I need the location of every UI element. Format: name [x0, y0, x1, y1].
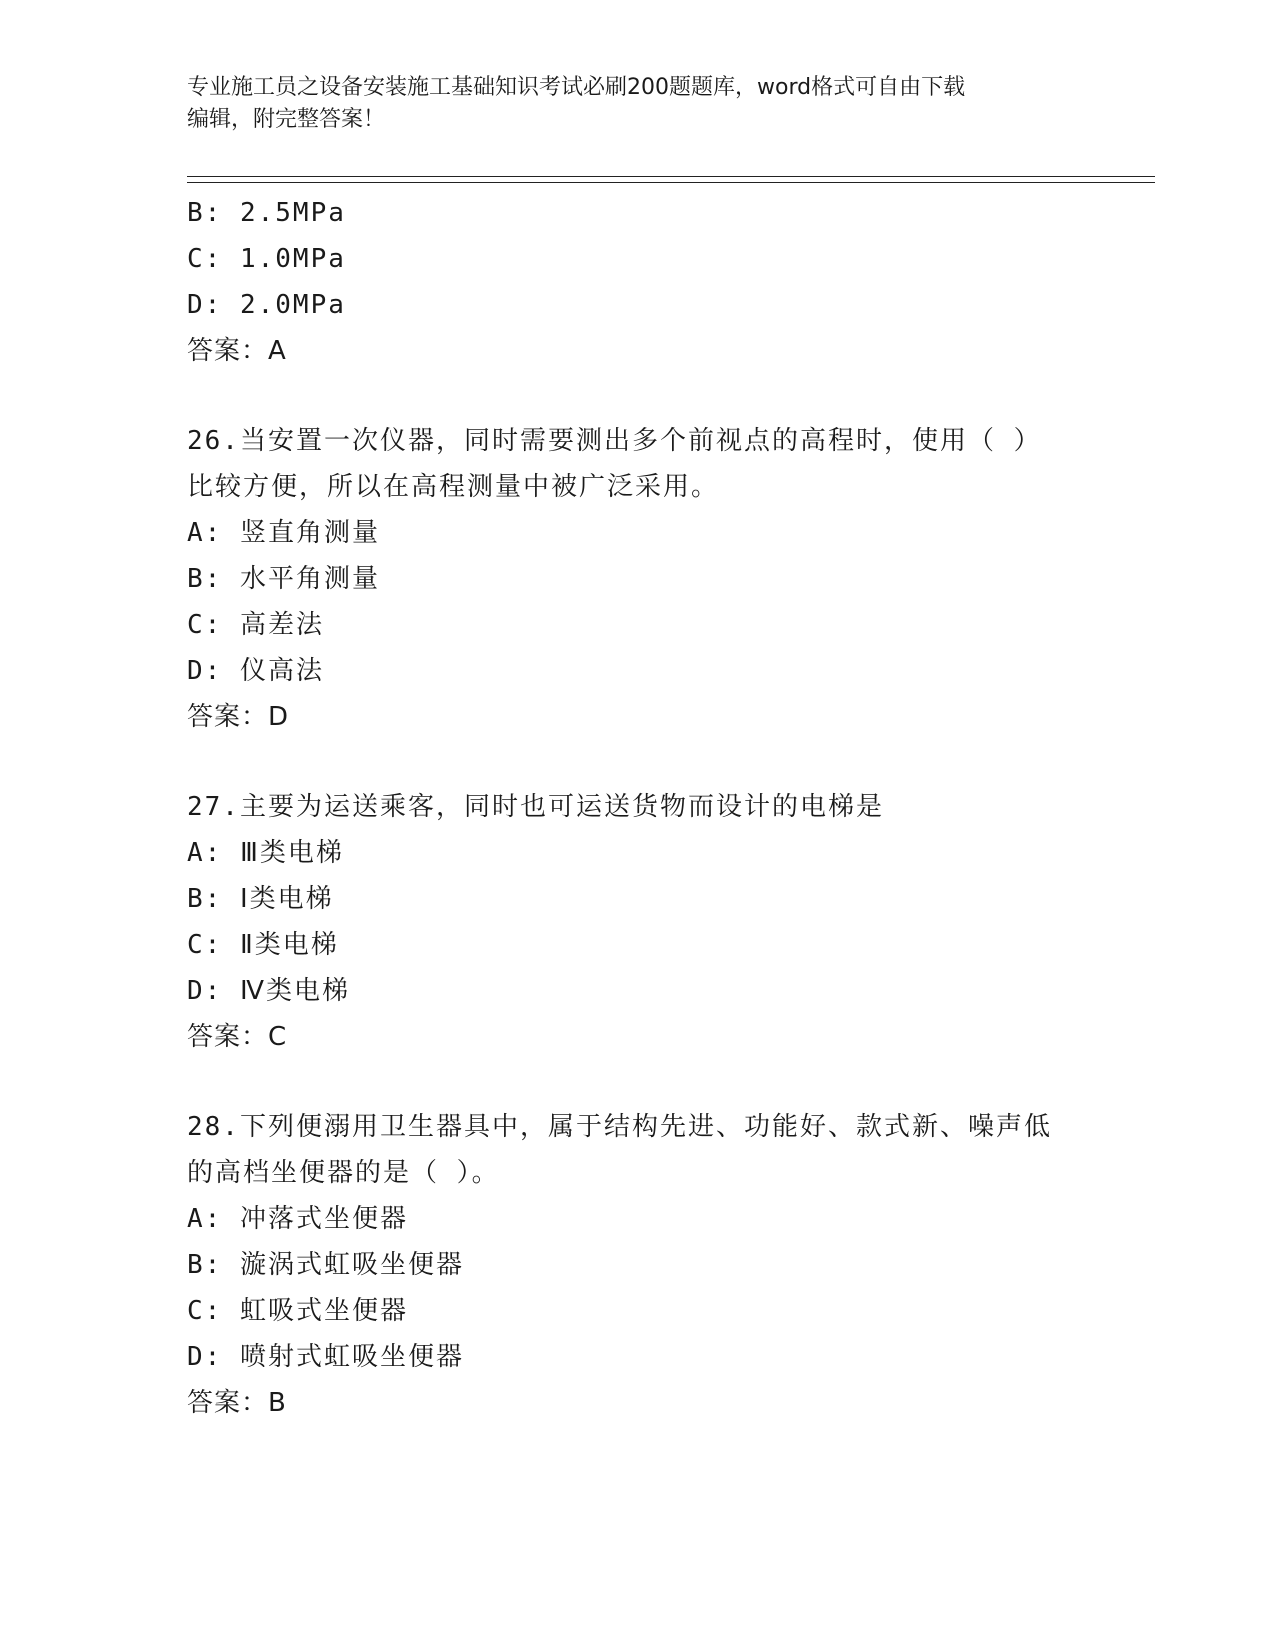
option-c: C: 高差法 — [187, 610, 324, 640]
option-a: A: 冲落式坐便器 — [187, 1204, 408, 1234]
question-stem-line-1: 28.下列便溺用卫生器具中，属于结构先进、功能好、款式新、噪声低 — [187, 1112, 1052, 1142]
option-b: B: Ⅰ类电梯 — [187, 884, 334, 914]
question-stem-line-1: 26.当安置一次仪器，同时需要测出多个前视点的高程时，使用（ ） — [187, 426, 1042, 456]
option-c: C: 虹吸式坐便器 — [187, 1296, 408, 1326]
answer: 答案：D — [187, 702, 290, 732]
header-divider-bottom — [187, 182, 1155, 183]
question-stem-line-1: 27.主要为运送乘客，同时也可运送货物而设计的电梯是 — [187, 792, 884, 822]
header-title-line-2: 编辑，附完整答案！ — [187, 107, 386, 132]
question-stem-line-2: 比较方便，所以在高程测量中被广泛采用。 — [187, 472, 720, 502]
option-c: C: 1.0MPa — [187, 244, 346, 274]
header-divider-top — [187, 176, 1155, 177]
question-stem-line-2: 的高档坐便器的是（ ）。 — [187, 1158, 500, 1188]
option-a: A: 竖直角测量 — [187, 518, 380, 548]
option-b: B: 漩涡式虹吸坐便器 — [187, 1250, 464, 1280]
header-title-line-1: 专业施工员之设备安装施工基础知识考试必刷200题题库，word格式可自由下载 — [187, 75, 966, 100]
option-d: D: 仪高法 — [187, 656, 324, 686]
question-28 — [187, 1104, 1087, 1426]
option-b: B: 2.5MPa — [187, 198, 346, 228]
question-27 — [187, 784, 1087, 1060]
option-c: C: Ⅱ类电梯 — [187, 930, 339, 960]
option-b: B: 水平角测量 — [187, 564, 380, 594]
question-content — [187, 190, 1087, 1426]
question-25-continued — [187, 190, 1087, 374]
answer: 答案：C — [187, 1022, 288, 1052]
document-header — [187, 72, 1087, 136]
answer: 答案：B — [187, 1388, 287, 1418]
option-d: D: Ⅳ类电梯 — [187, 976, 350, 1006]
option-d: D: 喷射式虹吸坐便器 — [187, 1342, 464, 1372]
question-26 — [187, 418, 1087, 740]
option-a: A: Ⅲ类电梯 — [187, 838, 344, 868]
answer: 答案：A — [187, 336, 287, 366]
option-d: D: 2.0MPa — [187, 290, 346, 320]
